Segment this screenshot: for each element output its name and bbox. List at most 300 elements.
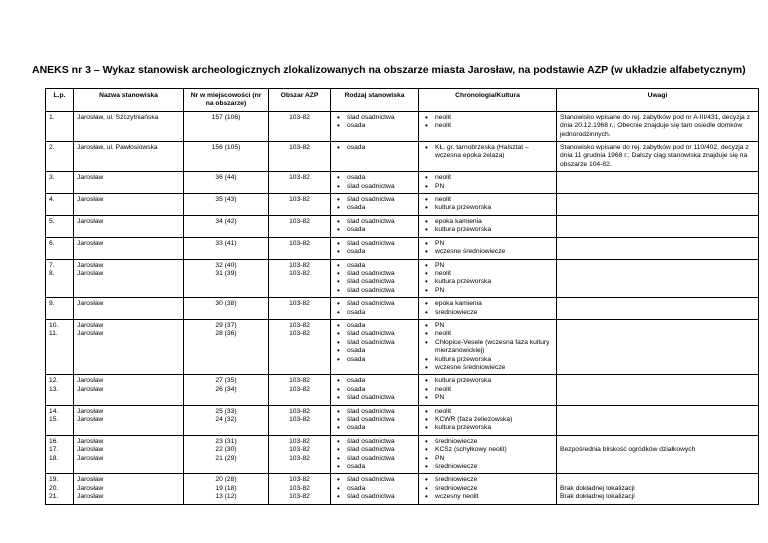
lp-text: 11. [49,330,58,338]
lp-text: 17. [49,446,59,454]
site-type-item: • osada [334,424,415,432]
table-row [46,405,759,435]
azp-area-text: 103-82 [289,174,310,182]
site-name-cell [74,319,184,374]
chronology-item: • PN [422,394,553,402]
table-body [46,111,759,504]
site-type-cell [331,237,419,259]
site-number-text: 19 (18) [215,484,237,492]
site-type-list [334,408,415,433]
header-type: Rodzaj stanowiska [331,89,419,112]
notes-text: Bezpośrednia bliskość ogródków działkowych [560,446,696,454]
chronology-list [422,377,553,402]
site-number-text: 24 (32) [215,416,237,423]
chronology-cell [419,375,557,405]
chronology-item: • epoka kamienia [422,300,553,308]
lp-text: 18. [49,454,59,462]
chronology-item: • średniowiecze [422,476,553,484]
lp-cell [46,435,74,474]
notes-text: Stanowisko wpisane do rej. zabytków pod nr 110/402, decyzja z dnia 11 grudnia 1968 r.; Dalszy ciąg stanowiska znajduje się na obszarze 104-82. [560,144,749,168]
site-name-text: Jarosław [77,446,104,454]
site-type-item: • ślad osadnictwa [334,438,415,446]
chronology-item: • wczesny neolit [422,493,553,501]
site-type-item: • osada [334,347,415,355]
chronology-item: • wczesne średniowiecze [422,364,553,372]
chronology-item: • KCWR (faza żeliezowska) [422,416,553,424]
notes-cell [557,298,759,320]
chronology-item: • KŁ, gr. tarnobrzeska (Halsztat – wczesna epoka żelaza) [422,144,553,161]
site-name-cell [74,259,184,298]
notes-cell [557,111,759,141]
chronology-cell [419,319,557,374]
lp-cell [46,215,74,237]
azp-area-text: 103-82 [289,330,310,338]
site-name-cell [74,111,184,141]
site-number-cell [184,194,269,216]
chronology-item: • epoka kamienia [422,218,553,226]
azp-area-text: 103-82 [289,321,310,329]
notes-cell [557,375,759,405]
site-type-item: • osada [334,174,415,182]
site-number-text: 13 (12) [215,493,237,501]
notes-text: Brak dokładnej lokalizacji [560,484,635,492]
site-type-list [334,218,415,235]
chronology-cell [419,172,557,194]
header-nr: Nr w miejscowości (nr na obszarze) [184,89,269,112]
site-name-cell [74,474,184,504]
site-name-text: Jarosław [77,261,104,269]
site-type-item: • osada [334,485,415,493]
lp-text: 3. [49,174,55,182]
header-notes: Uwagi [557,89,759,112]
site-number-cell [184,435,269,474]
site-type-item: • ślad osadnictwa [334,278,415,286]
site-type-cell [331,215,419,237]
chronology-list [422,408,553,433]
lp-text: 6. [49,239,55,247]
chronology-item: • PN [422,322,553,330]
site-type-item: • ślad osadnictwa [334,408,415,416]
site-number-text: 28 (36) [215,330,237,338]
site-type-item: • osada [334,262,415,270]
site-type-item: • osada [334,309,415,317]
site-number-cell [184,405,269,435]
site-type-item: • osada [334,248,415,256]
site-number-text: 34 (42) [215,217,237,225]
site-number-text: 21 (29) [215,454,237,462]
lp-text: 14. [49,407,59,415]
site-type-item: • ślad osadnictwa [334,218,415,226]
site-type-item: • ślad osadnictwa [334,183,415,191]
azp-area-text: 103-82 [289,144,310,152]
table-row [46,298,759,320]
site-name-text: Jarosław [77,196,104,204]
site-type-item: • ślad osadnictwa [334,240,415,248]
azp-area-cell [269,259,331,298]
table-row [46,215,759,237]
site-name-cell [74,375,184,405]
chronology-item: • PN [422,240,553,248]
site-type-list [334,377,415,402]
azp-area-text: 103-82 [289,239,310,247]
notes-cell [557,405,759,435]
chronology-item: • PN [422,183,553,191]
site-name-text: Jarosław [77,269,104,277]
sites-table [45,88,759,505]
azp-area-text: 103-82 [289,446,310,454]
site-type-cell [331,172,419,194]
notes-cell [557,142,759,172]
azp-area-cell [269,319,331,374]
lp-cell [46,319,74,374]
site-type-list [334,174,415,191]
site-type-item: • ślad osadnictwa [334,287,415,295]
site-type-cell [331,259,419,298]
chronology-cell [419,237,557,259]
chronology-cell [419,111,557,141]
azp-area-text: 103-82 [289,454,310,462]
site-type-item: • osada [334,377,415,385]
site-number-text: 25 (33) [215,407,237,415]
site-name-text: Jarosław [77,330,104,338]
chronology-item: • neolit [422,122,553,130]
azp-area-text: 103-82 [289,476,310,484]
azp-area-cell [269,474,331,504]
site-type-list [334,144,415,152]
chronology-cell [419,215,557,237]
site-number-text: 22 (30) [215,446,237,454]
site-name-cell [74,172,184,194]
chronology-item: • średniowiecze [422,438,553,446]
site-type-item: • ślad osadnictwa [334,416,415,424]
lp-cell [46,142,74,172]
azp-area-cell [269,298,331,320]
site-number-cell [184,298,269,320]
site-name-cell [74,405,184,435]
azp-area-cell [269,172,331,194]
site-type-cell [331,111,419,141]
azp-area-text: 103-82 [289,217,310,225]
lp-text: 2. [49,144,55,152]
lp-text: 19. [49,476,59,484]
site-name-text: Jarosław, ul. Pawłosiowska [77,144,158,152]
site-number-text: 29 (37) [215,321,237,329]
site-name-text: Jarosław [77,476,104,484]
site-number-cell [184,259,269,298]
table-row [46,319,759,374]
site-type-list [334,196,415,213]
chronology-list [422,476,553,501]
site-type-cell [331,474,419,504]
lp-text: 16. [49,437,59,445]
header-azp: Obszar AZP [269,89,331,112]
azp-area-text: 103-82 [289,416,310,423]
site-type-cell [331,375,419,405]
chronology-item: • neolit [422,270,553,278]
site-type-item: • ślad osadnictwa [334,114,415,122]
notes-text: Stanowisko wpisane do rej. zabytków pod nr A-III/431, decyzja z dnia 20.12.1968 r.; Obecnie znajduje się tam osiedle domków jednorodzinnych. [560,113,750,138]
site-number-cell [184,111,269,141]
site-type-item: • ślad osadnictwa [334,446,415,454]
table-row [46,375,759,405]
site-type-item: • osada [334,122,415,130]
chronology-item: • kultura przeworska [422,204,553,212]
lp-text: 1. [49,113,55,121]
site-name-text: Jarosław [77,493,104,501]
azp-area-text: 103-82 [289,300,310,308]
table-row [46,194,759,216]
lp-cell [46,298,74,320]
site-type-item: • ślad osadnictwa [334,330,415,338]
lp-text: 13. [49,385,59,393]
site-name-text: Jarosław [77,174,104,182]
azp-area-cell [269,375,331,405]
azp-area-text: 103-82 [289,196,310,204]
site-type-item: • ślad osadnictwa [334,270,415,278]
site-type-cell [331,194,419,216]
header-chronology: Chronologia/Kultura [419,89,557,112]
azp-area-text: 103-82 [289,437,310,445]
chronology-cell [419,474,557,504]
site-number-cell [184,237,269,259]
site-name-cell [74,194,184,216]
notes-cell [557,172,759,194]
site-name-cell [74,298,184,320]
chronology-cell [419,259,557,298]
chronology-list [422,262,553,296]
azp-area-cell [269,194,331,216]
azp-area-text: 103-82 [289,385,310,393]
table-row [46,474,759,504]
azp-area-text: 103-82 [289,113,310,121]
site-type-list [334,322,415,364]
notes-cell [557,194,759,216]
site-type-list [334,262,415,296]
azp-area-text: 103-82 [289,377,310,385]
site-number-cell [184,375,269,405]
azp-area-text: 103-82 [289,261,310,269]
chronology-item: • średniowiecze [422,485,553,493]
notes-cell [557,259,759,298]
chronology-item: • kultura przeworska [422,226,553,234]
notes-text [560,476,755,484]
azp-area-cell [269,405,331,435]
site-type-list [334,240,415,257]
azp-area-cell [269,142,331,172]
azp-area-text: 103-82 [289,484,310,492]
notes-cell [557,237,759,259]
table-row [46,237,759,259]
site-type-item: • ślad osadnictwa [334,300,415,308]
site-type-item: • osada [334,386,415,394]
chronology-list [422,144,553,161]
site-number-text: 35 (43) [215,196,237,204]
header-lp: L.p. [46,89,74,112]
site-type-item: • osada [334,226,415,234]
lp-cell [46,172,74,194]
site-name-text: Jarosław [77,385,104,393]
site-type-list [334,300,415,317]
chronology-item: • Chłopice-Vesele (wczesna faza kultury mierzanowickiej) [422,339,553,356]
chronology-list [422,114,553,131]
site-type-item: • ślad osadnictwa [334,196,415,204]
chronology-item: • neolit [422,386,553,394]
chronology-item: • średniowiecze [422,463,553,471]
header-row [46,89,759,112]
site-name-text: Jarosław [77,484,104,492]
site-type-cell [331,319,419,374]
site-number-text: 30 (38) [215,300,237,308]
azp-area-cell [269,111,331,141]
site-name-text: Jarosław [77,416,104,423]
site-name-text: Jarosław [77,217,104,225]
site-type-item: • osada [334,322,415,330]
site-number-text: 156 (105) [211,144,241,152]
site-type-item: • osada [334,463,415,471]
azp-area-text: 103-82 [289,269,310,277]
chronology-list [422,196,553,213]
chronology-list [422,322,553,372]
site-number-cell [184,319,269,374]
chronology-cell [419,194,557,216]
site-type-item: • ślad osadnictwa [334,455,415,463]
site-type-cell [331,298,419,320]
site-number-text: 32 (40) [215,261,237,269]
site-number-text: 20 (28) [215,476,237,484]
chronology-item: • neolit [422,114,553,122]
site-type-item: • osada [334,204,415,212]
site-number-cell [184,474,269,504]
site-type-list [334,438,415,472]
lp-text: 10. [49,321,59,329]
lp-cell [46,259,74,298]
site-type-item: • ślad osadnictwa [334,339,415,347]
chronology-item: • KCSz (schyłkowy neolit) [422,446,553,454]
site-name-text: Jarosław [77,321,104,329]
site-type-list [334,476,415,501]
site-type-cell [331,435,419,474]
lp-cell [46,474,74,504]
notes-cell [557,215,759,237]
lp-text: 5. [49,217,55,225]
chronology-item: • PN [422,287,553,295]
lp-text: 21. [49,493,59,501]
chronology-item: • PN [422,455,553,463]
site-number-text: 27 (35) [215,377,237,385]
site-name-cell [74,142,184,172]
site-name-text: Jarosław [77,300,104,308]
chronology-list [422,300,553,317]
azp-area-text: 103-82 [289,493,310,501]
site-type-item: • ślad osadnictwa [334,394,415,402]
site-name-cell [74,215,184,237]
lp-cell [46,237,74,259]
site-name-cell [74,237,184,259]
chronology-cell [419,435,557,474]
notes-cell [557,319,759,374]
chronology-item: • neolit [422,196,553,204]
table-row [46,142,759,172]
notes-cell [557,474,759,504]
chronology-item: • kultura przeworska [422,424,553,432]
notes-cell [557,435,759,474]
site-number-text: 23 (31) [215,437,237,445]
site-number-text: 26 (34) [215,385,237,393]
lp-text: 8. [49,269,55,277]
site-name-cell [74,435,184,474]
site-number-text: 31 (39) [215,269,237,277]
site-name-text: Jarosław [77,377,104,385]
site-type-list [334,114,415,131]
site-type-item: • osada [334,144,415,152]
chronology-item: • kultura przeworska [422,377,553,385]
header-name: Nazwa stanowiska [74,89,184,112]
chronology-item: • kultura przeworska [422,278,553,286]
notes-text: Brak dokładnej lokalizacji [560,493,635,501]
chronology-item: • średniowiecze [422,309,553,317]
chronology-cell [419,405,557,435]
table-row [46,259,759,298]
site-type-item: • ślad osadnictwa [334,476,415,484]
lp-text: 9. [49,300,55,308]
site-number-cell [184,172,269,194]
notes-text [560,438,755,446]
lp-text: 15. [49,416,59,423]
lp-text: 12. [49,377,59,385]
chronology-list [422,174,553,191]
lp-text: 7. [49,261,55,269]
azp-area-cell [269,215,331,237]
chronology-cell [419,298,557,320]
lp-text: 4. [49,196,55,204]
site-name-text: Jarosław [77,239,104,247]
page-title: ANEKS nr 3 – Wykaz stanowisk archeologicznych zlokalizowanych na obszarze miasta Jarosław, na podstawie AZP (w układzie alfabetycznym) [32,64,746,76]
chronology-item: • neolit [422,408,553,416]
site-type-cell [331,405,419,435]
site-number-text: 157 (106) [211,113,241,121]
chronology-cell [419,142,557,172]
site-type-item: • ślad osadnictwa [334,493,415,501]
lp-cell [46,111,74,141]
chronology-item: • PN [422,262,553,270]
chronology-item: • neolit [422,174,553,182]
lp-cell [46,194,74,216]
chronology-list [422,218,553,235]
table-row [46,172,759,194]
table-row [46,435,759,474]
site-name-text: Jarosław [77,454,104,462]
site-number-cell [184,142,269,172]
table-row [46,111,759,141]
azp-area-cell [269,435,331,474]
site-name-text: Jarosław, ul. Szczytniańska [77,113,159,121]
site-number-text: 36 (44) [215,174,237,182]
lp-text: 20. [49,484,59,492]
site-number-cell [184,215,269,237]
chronology-item: • neolit [422,330,553,338]
lp-cell [46,405,74,435]
site-number-text: 33 (41) [215,239,237,247]
chronology-item: • kultura przeworska [422,356,553,364]
chronology-list [422,240,553,257]
site-type-item: • osada [334,356,415,364]
azp-area-text: 103-82 [289,407,310,415]
azp-area-cell [269,237,331,259]
site-name-text: Jarosław [77,407,104,415]
site-type-cell [331,142,419,172]
site-name-text: Jarosław [77,437,104,445]
chronology-item: • wczesne średniowiecze [422,248,553,256]
